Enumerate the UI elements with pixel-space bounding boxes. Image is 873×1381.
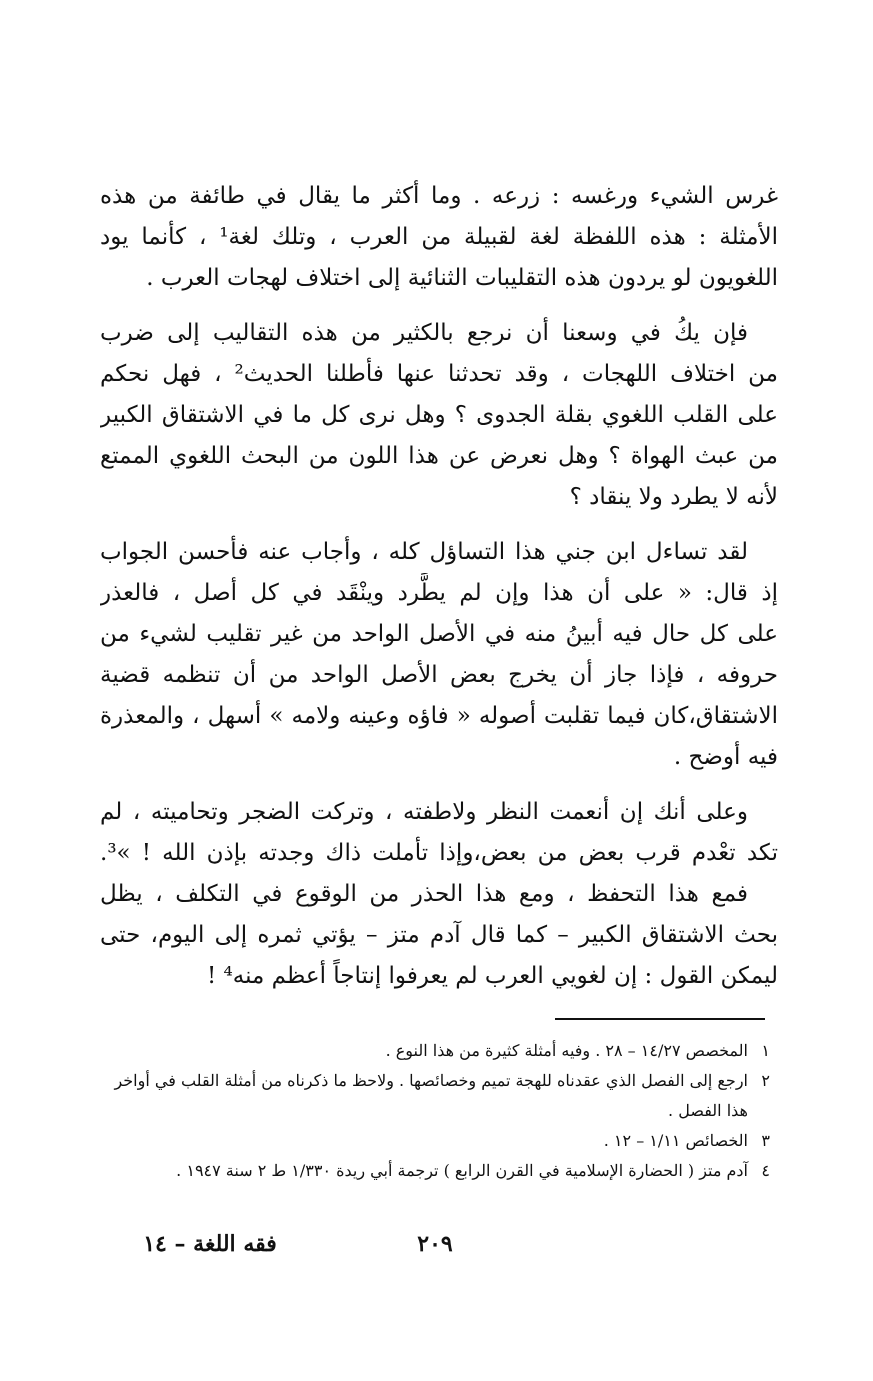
footnote-text: ارجع إلى الفصل الذي عقدناه للهجة تميم وخصائصها . ولاحظ ما ذكرناه من أمثلة القلب في أواخر [114, 1071, 748, 1090]
text-line: على كل حال فيه أبينُ منه في الأصل الواحد من غير تقليب لشيء من [100, 621, 778, 647]
page-number: ٢٠٩ [417, 1231, 453, 1257]
footnote-number: ٤ [761, 1161, 770, 1180]
text-line: غرس الشيء ورغسه : زرعه . وما أكثر ما يقال في طائفة من هذه [100, 183, 778, 209]
text-line: تكد تعْدم قرب بعض من بعض،وإذا تأملت ذاك وجدته بإذن الله ! »³. [100, 840, 778, 866]
paragraph [100, 176, 778, 299]
footnote-number: ٣ [761, 1131, 770, 1150]
text-line: حروفه ، فإذا جاز أن يخرج بعض الأصل الواحد من أن تنظمه قضية [100, 662, 778, 688]
text-line: إذ قال: « على أن هذا وإن لم يطَّرد وينْقَد في كل أصل ، فالعذر [100, 580, 778, 606]
footnote-text: الخصائص ١/١١ – ١٢ . [603, 1131, 748, 1150]
text-line: من عبث الهواة ؟ وهل نعرض عن هذا اللون من البحث اللغوي الممتع [100, 443, 778, 469]
footnote [100, 1126, 770, 1156]
text-line: على القلب اللغوي بقلة الجدوى ؟ وهل نرى كل ما في الاشتقاق الكبير [100, 402, 778, 428]
text-line: من اختلاف اللهجات ، وقد تحدثنا عنها فأطلنا الحديث² ، فهل نحكم [100, 361, 778, 387]
paragraph [100, 792, 778, 874]
text-line: وعلى أنك إن أنعمت النظر ولاطفته ، وتركت الضجر وتحاميته ، لم [100, 799, 748, 825]
body-text [100, 176, 778, 997]
footnote-text: آدم متز ( الحضارة الإسلامية في القرن الرابع ) ترجمة أبي ريدة ١/٣٣٠ ط ٢ سنة ١٩٤٧ . [176, 1161, 748, 1180]
paragraph [100, 874, 778, 997]
footnote-number: ٢ [761, 1071, 770, 1090]
footnote-number: ١ [761, 1041, 770, 1060]
text-line: فإن يكُ في وسعنا أن نرجع بالكثير من هذه التقاليب إلى ضرب [100, 320, 748, 346]
text-line: فمع هذا التحفظ ، ومع هذا الحذر من الوقوع في التكلف ، يظل [100, 881, 748, 907]
text-line: اللغويون لو يردون هذه التقليبات الثنائية إلى اختلاف لهجات العرب . [146, 265, 778, 291]
text-line: الاشتقاق،كان فيما تقلبت أصوله « فاؤه وعينه ولامه » أسهل ، والمعذرة [100, 703, 778, 729]
text-line: الأمثلة : هذه اللفظة لغة لقبيلة من العرب ، وتلك لغة¹ ، كأنما يود [100, 224, 778, 250]
paragraph [100, 313, 778, 518]
text-line: لأنه لا يطرد ولا ينقاد ؟ [569, 484, 778, 510]
footnote-text: المخصص ١٤/٢٧ – ٢٨ . وفيه أمثلة كثيرة من هذا النوع . [385, 1041, 748, 1060]
text-line: فيه أوضح . [673, 744, 778, 770]
running-title: فقه اللغة – ١٤ [143, 1231, 277, 1257]
footnote [100, 1036, 770, 1066]
paragraph [100, 532, 778, 778]
text-line: لقد تساءل ابن جني هذا التساؤل كله ، وأجاب عنه فأحسن الجواب [100, 539, 748, 565]
footnote-text: هذا الفصل . [668, 1101, 748, 1120]
footnote [100, 1066, 770, 1126]
footnote-separator [555, 1018, 765, 1020]
text-line: بحث الاشتقاق الكبير – كما قال آدم متز – يؤتي ثمره إلى اليوم، حتى [100, 922, 778, 948]
footnote [100, 1156, 770, 1186]
footnotes [100, 1036, 770, 1186]
text-line: ليمكن القول : إن لغويي العرب لم يعرفوا إنتاجاً أعظم منه⁴ ! [206, 963, 778, 989]
